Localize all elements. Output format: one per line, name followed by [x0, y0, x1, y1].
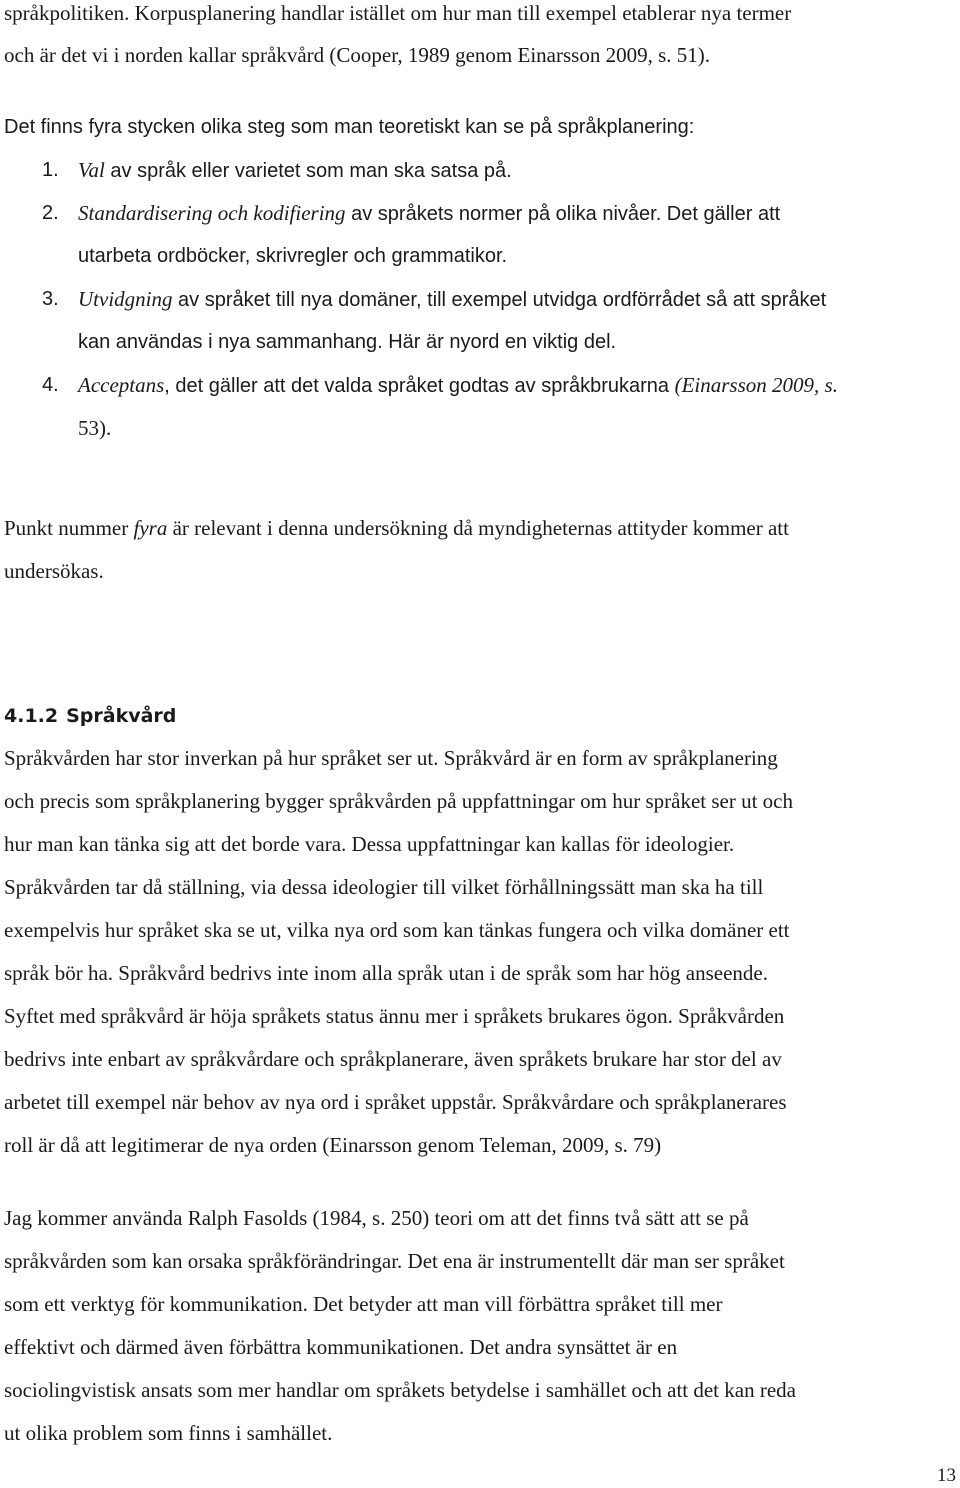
list-item-text: , det gäller att det valda språket godtas av språkbrukarna: [164, 375, 675, 397]
intro-line-2: och är det vi i norden kallar språkvård (Cooper, 1989 genom Einarsson 2009, s. 51).: [4, 43, 710, 67]
punkt-emphasis: fyra: [133, 516, 168, 540]
section-title: Språkvård: [66, 705, 177, 727]
list-item-number: 4.: [42, 374, 59, 396]
list-item-number: 2.: [42, 202, 59, 224]
paragraph-line: exempelvis hur språket ska se ut, vilka nya ord som kan tänkas fungera och vilka domäner ett: [4, 918, 790, 942]
section-number: 4.1.2: [4, 705, 59, 727]
paragraph-line: och precis som språkplanering bygger språkvården på uppfattningar om hur språket ser ut och: [4, 789, 794, 813]
paragraph-line: Språkvården tar då ställning, via dessa ideologier till vilket förhållningssätt man ska ha till: [4, 875, 764, 899]
paragraph-line: som ett verktyg för kommunikation. Det betyder att man vill förbättra språket till mer: [4, 1292, 723, 1316]
intro-line-1: språkpolitiken. Korpusplanering handlar istället om hur man till exempel etablerar nya termer: [4, 1, 792, 25]
list-item-line-1: [78, 200, 780, 227]
page-number: 13: [937, 1465, 956, 1486]
list-item-line-1: [78, 286, 826, 313]
list-item-term: Standardisering och kodifiering: [78, 201, 346, 225]
list-item-term: Acceptans: [78, 373, 165, 397]
steps-intro: Det finns fyra stycken olika steg som man teoretiskt kan se på språkplanering:: [4, 116, 695, 138]
paragraph-line: roll är då att legitimerar de nya orden (Einarsson genom Teleman, 2009, s. 79): [4, 1133, 662, 1157]
paragraph-line: effektivt och därmed även förbättra kommunikationen. Det andra synsättet är en: [4, 1335, 678, 1359]
list-item-line-2: utarbeta ordböcker, skrivregler och grammatikor.: [78, 245, 508, 267]
punkt-line-1: [4, 515, 789, 541]
punkt-text-post: är relevant i denna undersökning då myndigheternas attityder kommer att: [167, 516, 789, 540]
list-item-number: 3.: [42, 288, 59, 310]
paragraph-line: bedrivs inte enbart av språkvårdare och språkplanerare, även språkets brukare har stor del av: [4, 1047, 782, 1071]
paragraph-line: ut olika problem som finns i samhället.: [4, 1421, 333, 1445]
paragraph-line: språk bör ha. Språkvård bedrivs inte inom alla språk utan i de språk som har hög anseende.: [4, 961, 768, 985]
paragraph-line: Språkvården har stor inverkan på hur språket ser ut. Språkvård är en form av språkplanering: [4, 746, 778, 770]
paragraph-line: arbetet till exempel när behov av nya ord i språket uppstår. Språkvårdare och språkplanerares: [4, 1090, 787, 1114]
list-item-citation: (Einarsson 2009, s.: [674, 373, 838, 397]
list-item-text: av språkets normer på olika nivåer. Det gäller att: [345, 203, 781, 225]
paragraph-line: sociolingvistisk ansats som mer handlar om språkets betydelse i samhället och att det kan reda: [4, 1378, 796, 1402]
list-item-term: Val: [78, 158, 105, 182]
list-item-line-2: kan användas i nya sammanhang. Här är nyord en viktig del.: [78, 331, 617, 353]
punkt-text-pre: Punkt nummer: [4, 516, 134, 540]
paragraph-line: Jag kommer använda Ralph Fasolds (1984, s. 250) teori om att det finns två sätt att se på: [4, 1206, 749, 1230]
section-heading: [4, 703, 176, 729]
punkt-line-2: undersökas.: [4, 559, 104, 583]
paragraph-line: språkvården som kan orsaka språkförändringar. Det ena är instrumentellt där man ser språket: [4, 1249, 785, 1273]
paragraph-line: Syftet med språkvård är höja språkets status ännu mer i språkets brukares ögon. Språkvården: [4, 1004, 785, 1028]
list-item-text: av språket till nya domäner, till exempel utvidga ordförrådet så att språket: [172, 289, 827, 311]
list-item-text: av språk eller varietet som man ska satsa på.: [104, 160, 512, 182]
list-item-line-1: [78, 372, 838, 399]
list-item-line-2: 53).: [78, 416, 112, 440]
list-item-line-1: [78, 157, 512, 184]
paragraph-line: hur man kan tänka sig att det borde vara. Dessa uppfattningar kan kallas för ideologier.: [4, 832, 735, 856]
list-item-term: Utvidgning: [78, 287, 173, 311]
list-item-number: 1.: [42, 159, 59, 181]
